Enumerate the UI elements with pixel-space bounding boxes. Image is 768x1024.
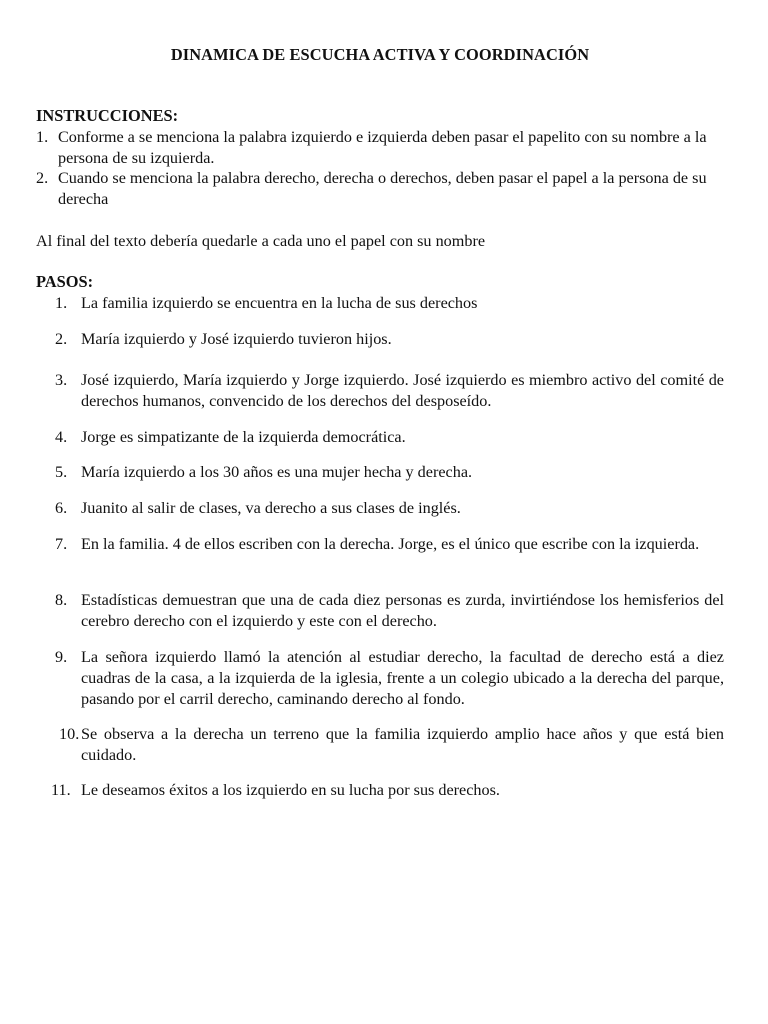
- document-title: DINAMICA DE ESCUCHA ACTIVA Y COORDINACIÓN: [170, 45, 590, 64]
- step-item: [55, 370, 724, 412]
- step-text: La familia izquierdo se encuentra en la lucha de sus derechos: [81, 294, 478, 312]
- step-text: Se observa a la derecha un terreno que la familia izquierdo amplio hace años y que está bien cuidado.: [81, 725, 724, 764]
- step-text: María izquierdo y José izquierdo tuvieron hijos.: [81, 330, 392, 348]
- step-item: [55, 329, 724, 350]
- instruction-item: [36, 168, 726, 209]
- step-item: [55, 647, 724, 709]
- step-item: [55, 427, 724, 448]
- step-item: [51, 780, 724, 801]
- step-text: La señora izquierdo llamó la atención al estudiar derecho, la facultad de derecho está a diez cuadras de la casa, a la izquierda de la iglesia, frente a un colegio ubicado a la derecha del parque, pasando por el carril derecho, caminando derecho al fondo.: [81, 648, 724, 708]
- step-item: [55, 462, 724, 483]
- instructions-heading: INSTRUCCIONES:: [36, 106, 179, 125]
- step-item: [55, 293, 724, 314]
- step-text: En la familia. 4 de ellos escriben con la derecha. Jorge, es el único que escribe con la izquierda.: [81, 535, 700, 553]
- step-number: 5.: [55, 463, 68, 481]
- step-item: [55, 590, 724, 632]
- step-number: 10.: [59, 725, 80, 743]
- step-text: José izquierdo, María izquierdo y Jorge izquierdo. José izquierdo es miembro activo del comité de derechos humanos, convencido de los derechos del desposeído.: [81, 371, 724, 410]
- step-item: [55, 534, 724, 555]
- step-item: [55, 498, 724, 519]
- step-number: 11.: [51, 781, 71, 799]
- step-text: María izquierdo a los 30 años es una mujer hecha y derecha.: [81, 463, 473, 481]
- step-number: 4.: [55, 428, 68, 446]
- step-number: 6.: [55, 499, 68, 517]
- step-text: Jorge es simpatizante de la izquierda democrática.: [81, 428, 406, 446]
- step-number: 3.: [55, 371, 68, 389]
- instruction-item: [36, 127, 726, 168]
- instructions-list: [36, 127, 726, 209]
- step-number: 9.: [55, 648, 68, 666]
- step-text: Estadísticas demuestran que una de cada diez personas es zurda, invirtiéndose los hemisferios del cerebro derecho con el izquierdo y este con el derecho.: [81, 591, 724, 630]
- step-number: 8.: [55, 591, 68, 609]
- instruction-number: 2.: [36, 169, 49, 187]
- step-text: Juanito al salir de clases, va derecho a sus clases de inglés.: [81, 499, 461, 517]
- step-item: [55, 724, 724, 766]
- step-number: 7.: [55, 535, 68, 553]
- step-number: 2.: [55, 330, 68, 348]
- final-note: Al final del texto debería quedarle a cada uno el papel con su nombre: [36, 232, 486, 250]
- instruction-text: Conforme a se menciona la palabra izquierdo e izquierda deben pasar el papelito con su nombre a la persona de su izquierda.: [58, 128, 707, 167]
- steps-heading: PASOS:: [36, 272, 94, 291]
- instruction-text: Cuando se menciona la palabra derecho, derecha o derechos, deben pasar el papel a la persona de su derecha: [58, 169, 707, 208]
- step-text: Le deseamos éxitos a los izquierdo en su lucha por sus derechos.: [81, 781, 500, 799]
- instruction-number: 1.: [36, 128, 49, 146]
- step-number: 1.: [55, 294, 68, 312]
